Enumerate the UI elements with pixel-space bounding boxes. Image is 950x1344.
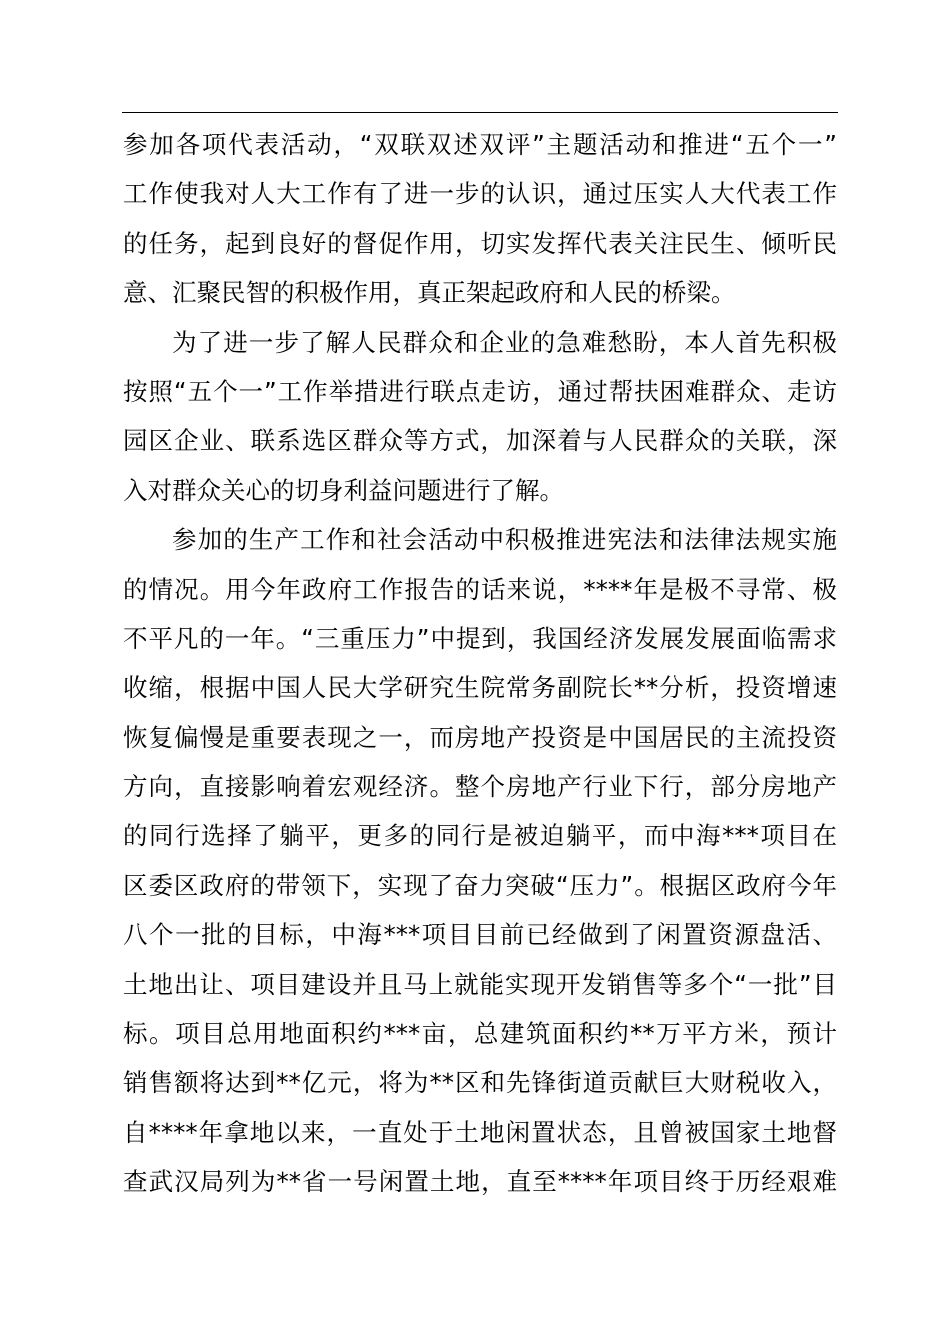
paragraph-3 <box>123 515 837 1206</box>
body-text <box>123 120 837 1207</box>
text-line: 意、汇聚民智的积极作用，真正架起政府和人民的桥梁。 <box>123 278 736 308</box>
text-line: 恢复偏慢是重要表现之一，而房地产投资是中国居民的主流投资 <box>123 722 837 752</box>
text-line: 方向，直接影响着宏观经济。整个房地产行业下行，部分房地产 <box>123 772 837 802</box>
text-line: 销售额将达到**亿元，将为**区和先锋街道贡献巨大财税收入， <box>123 1068 837 1098</box>
text-line: 的情况。用今年政府工作报告的话来说，****年是极不寻常、极 <box>123 574 837 604</box>
text-line: 土地出让、项目建设并且马上就能实现开发销售等多个“一批”目 <box>123 969 837 999</box>
text-line: 参加的生产工作和社会活动中积极推进宪法和法律法规实施 <box>172 525 837 555</box>
text-line: 参加各项代表活动，“双联双述双评”主题活动和推进“五个一” <box>123 130 837 159</box>
text-line: 自****年拿地以来，一直处于土地闲置状态，且曾被国家土地督 <box>123 1117 837 1147</box>
text-line: 的同行选择了躺平，更多的同行是被迫躺平，而中海***项目在 <box>123 821 837 851</box>
text-line: 的任务，起到良好的督促作用，切实发挥代表关注民生、倾听民 <box>123 228 837 258</box>
text-line: 园区企业、联系选区群众等方式，加深着与人民群众的关联，深 <box>123 426 837 456</box>
text-line: 区委区政府的带领下，实现了奋力突破“压力”。根据区政府今年 <box>123 870 837 900</box>
paragraph-1 <box>123 120 837 318</box>
text-line: 按照“五个一”工作举措进行联点走访，通过帮扶困难群众、走访 <box>123 376 837 406</box>
paragraph-2 <box>123 318 837 516</box>
text-line: 入对群众关心的切身利益问题进行了解。 <box>123 475 564 505</box>
text-line: 八个一批的目标，中海***项目目前已经做到了闲置资源盘活、 <box>123 920 837 950</box>
text-line: 查武汉局列为**省一号闲置土地，直至****年项目终于历经艰难 <box>123 1167 837 1197</box>
text-line: 收缩，根据中国人民大学研究生院常务副院长**分析，投资增速 <box>123 673 837 703</box>
header-rule <box>122 112 838 113</box>
text-line: 工作使我对人大工作有了进一步的认识，通过压实人大代表工作 <box>123 179 837 209</box>
text-line: 不平凡的一年。“三重压力”中提到，我国经济发展发展面临需求 <box>123 623 837 653</box>
text-line: 标。项目总用地面积约***亩，总建筑面积约**万平方米，预计 <box>123 1019 837 1049</box>
text-line: 为了进一步了解人民群众和企业的急难愁盼，本人首先积极 <box>172 327 837 357</box>
